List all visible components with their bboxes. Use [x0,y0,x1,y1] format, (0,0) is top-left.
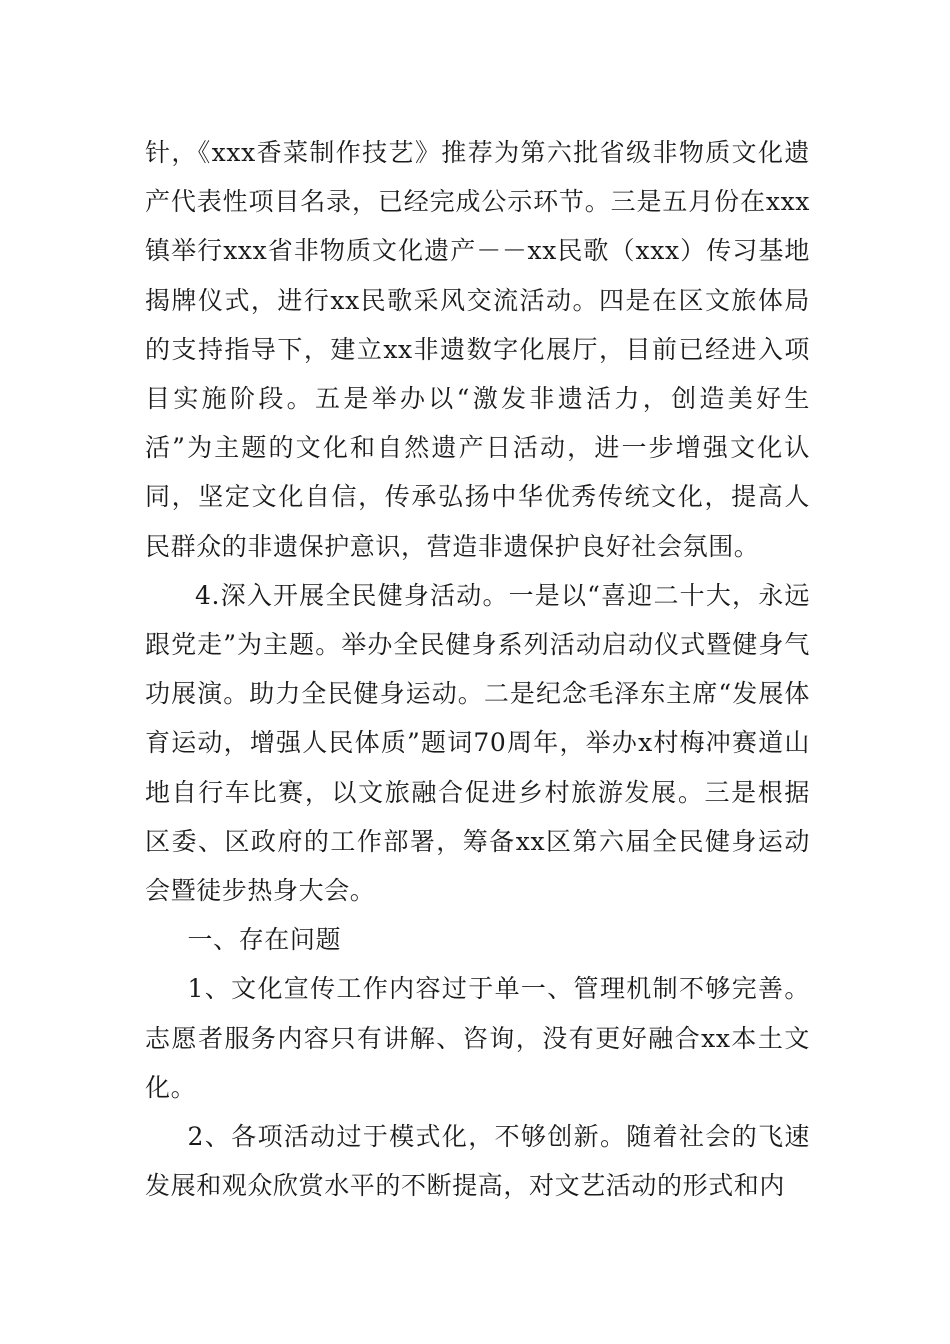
paragraph-problem-2: 2、各项活动过于模式化，不够创新。随着社会的飞速发展和观众欣赏水平的不断提高，对文艺活动的形式和内 [145,1122,810,1201]
paragraph-problem-1: 1、文化宣传工作内容过于单一、管理机制不够完善。志愿者服务内容只有讲解、咨询，没有更好融合xx本土文化。 [145,974,810,1102]
paragraph-intangible-heritage: 针，《xxx香菜制作技艺》推荐为第六批省级非物质文化遗产代表性项目名录，已经完成公示环节。三是五月份在xxx镇举行xxx省非物质文化遗产－－xx民歌（xxx）传习基地揭牌仪式，进行xx民歌采风交流活动。四是在区文旅体局的支持指导下，建立xx非遗数字化展厅，目前已经进入项目实施阶段。五是举办以“激发非遗活力，创造美好生活”为主题的文化和自然遗产日活动，进一步增强文化认同，坚定文化自信，传承弘扬中华优秀传统文化，提高人民群众的非遗保护意识，营造非遗保护良好社会氛围。 [145,138,810,561]
document-body [145,128,810,1210]
paragraph-fitness-activities: 4.深入开展全民健身活动。一是以“喜迎二十大，永远跟党走”为主题。举办全民健身系列活动启动仪式暨健身气功展演。助力全民健身运动。二是纪念毛泽东主席“发展体育运动，增强人民体质”题词70周年，举办x村梅冲赛道山地自行车比赛，以文旅融合促进乡村旅游发展。三是根据区委、区政府的工作部署，筹备xx区第六届全民健身运动会暨徒步热身大会。 [145,580,810,906]
section-heading-problems: 一、存在问题 [187,925,342,955]
